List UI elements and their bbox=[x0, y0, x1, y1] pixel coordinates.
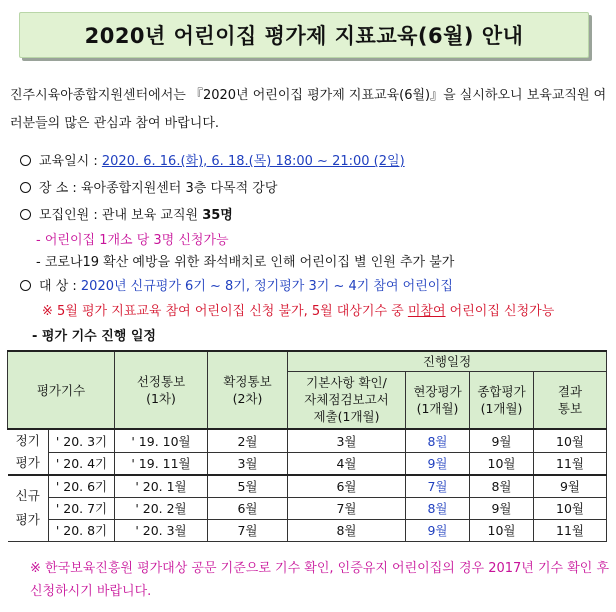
cell-basic: 7월 bbox=[288, 497, 406, 519]
header-confirm: 확정통보 (2차) bbox=[208, 351, 288, 429]
cell-select: ' 19. 10월 bbox=[115, 429, 208, 452]
schedule-line bbox=[20, 150, 405, 169]
cell-confirm: 5월 bbox=[208, 475, 288, 497]
warning-text-2: 어린이집 신청가능 bbox=[445, 304, 555, 319]
recruit-value: 관내 보육 교직원 bbox=[101, 208, 203, 223]
recruit-count: 35명 bbox=[202, 208, 233, 223]
circle-bullet-icon bbox=[20, 155, 31, 166]
table-row bbox=[8, 519, 607, 541]
schedule-value: 2020. 6. 16.(화), 6. 18.(목) 18:00 ~ 21:00 (2일) bbox=[101, 154, 405, 169]
header-progress: 진행일정 bbox=[288, 351, 607, 371]
circle-bullet-icon bbox=[20, 209, 31, 220]
cell-period: ' 20. 4기 bbox=[49, 452, 115, 475]
cell-site: 8월 bbox=[406, 497, 470, 519]
cell-site: 8월 bbox=[406, 429, 470, 452]
target-label: 대 상 : bbox=[39, 279, 81, 294]
cell-confirm: 2월 bbox=[208, 429, 288, 452]
cell-site: 7월 bbox=[406, 475, 470, 497]
cell-confirm: 6월 bbox=[208, 497, 288, 519]
table-row bbox=[8, 429, 607, 452]
recruit-note-2: - 코로나19 확산 예방을 위한 좌석배치로 인해 어린이집 별 인원 추가 불가 bbox=[36, 255, 455, 270]
target-line bbox=[20, 275, 453, 294]
table-row bbox=[8, 452, 607, 475]
cell-total: 10월 bbox=[470, 452, 534, 475]
warning-text-1: ※ 5월 평가 지표교육 참여 어린이집 신청 불가, 5월 대상기수 중 bbox=[42, 304, 408, 319]
cell-select: ' 19. 11월 bbox=[115, 452, 208, 475]
intro-paragraph bbox=[10, 82, 610, 138]
recruit-label: 모집인원 : bbox=[39, 208, 102, 223]
cell-confirm: 3월 bbox=[208, 452, 288, 475]
cell-period: ' 20. 3기 bbox=[49, 429, 115, 452]
warning-line bbox=[42, 300, 554, 319]
cell-basic: 4월 bbox=[288, 452, 406, 475]
intro-program-name: 『2020년 어린이집 평가제 지표교육(6월)』 bbox=[189, 88, 444, 103]
cell-period: ' 20. 7기 bbox=[49, 497, 115, 519]
title-banner bbox=[19, 12, 589, 58]
cell-select: ' 20. 3월 bbox=[115, 519, 208, 541]
cell-total: 9월 bbox=[470, 429, 534, 452]
place-line bbox=[20, 177, 277, 196]
cell-result: 11월 bbox=[534, 519, 607, 541]
cell-basic: 6월 bbox=[288, 475, 406, 497]
cell-select: ' 20. 2월 bbox=[115, 497, 208, 519]
cell-confirm: 7월 bbox=[208, 519, 288, 541]
schedule-label: 교육일시 : bbox=[39, 154, 102, 169]
cell-period: ' 20. 6기 bbox=[49, 475, 115, 497]
table-row bbox=[8, 497, 607, 519]
cell-basic: 3월 bbox=[288, 429, 406, 452]
header-basic: 기본사항 확인/ 자체점검보고서 제출(1개월) bbox=[288, 371, 406, 429]
intro-text-2: 을 실시하오니 보육교직원 여러분들의 많은 관심과 참여 바랍니다. bbox=[10, 88, 607, 131]
group-name: 정기 평가 bbox=[8, 429, 49, 475]
cell-result: 9월 bbox=[534, 475, 607, 497]
header-total: 종합평가 (1개월) bbox=[470, 371, 534, 429]
cell-result: 11월 bbox=[534, 452, 607, 475]
recruit-line bbox=[20, 204, 233, 223]
recruit-note-1: - 어린이집 1개소 당 3명 신청가능 bbox=[36, 233, 229, 248]
intro-text-1: 진주시육아종합지원센터에서는 bbox=[10, 88, 190, 103]
header-period-text: 평가기수 bbox=[36, 382, 86, 398]
target-value: 2020년 신규평가 6기 ~ 8기, 정기평가 3기 ~ 4기 참여 어린이집 bbox=[80, 279, 453, 294]
header-result: 결과 통보 bbox=[534, 371, 607, 429]
cell-select: ' 20. 1월 bbox=[115, 475, 208, 497]
header-select: 선정통보 (1차) bbox=[115, 351, 208, 429]
cell-total: 8월 bbox=[470, 475, 534, 497]
cell-total: 9월 bbox=[470, 497, 534, 519]
cell-site: 9월 bbox=[406, 452, 470, 475]
table-row bbox=[8, 475, 607, 497]
header-period bbox=[8, 351, 115, 429]
place-value: 육아종합지원센터 3층 다목적 강당 bbox=[80, 181, 278, 196]
cell-result: 10월 bbox=[534, 429, 607, 452]
section-heading: - 평가 기수 진행 일정 bbox=[32, 329, 156, 344]
circle-bullet-icon bbox=[20, 280, 31, 291]
cell-period: ' 20. 8기 bbox=[49, 519, 115, 541]
group-name: 신규 평가 bbox=[8, 475, 49, 541]
cell-site: 9월 bbox=[406, 519, 470, 541]
page-title: 2020년 어린이집 평가제 지표교육(6월) 안내 bbox=[84, 24, 524, 48]
schedule-table bbox=[7, 350, 607, 542]
cell-result: 10월 bbox=[534, 497, 607, 519]
footnote: ※ 한국보육진흥원 평가대상 공문 기준으로 기수 확인, 인증유지 어린이집의 경우 2017년 기수 확인 후 신청하시기 바랍니다. bbox=[30, 561, 610, 599]
warning-underlined: 미참여 bbox=[407, 304, 446, 319]
circle-bullet-icon bbox=[20, 182, 31, 193]
place-label: 장 소 : bbox=[39, 181, 81, 196]
header-site: 현장평가 (1개월) bbox=[406, 371, 470, 429]
cell-basic: 8월 bbox=[288, 519, 406, 541]
cell-total: 10월 bbox=[470, 519, 534, 541]
